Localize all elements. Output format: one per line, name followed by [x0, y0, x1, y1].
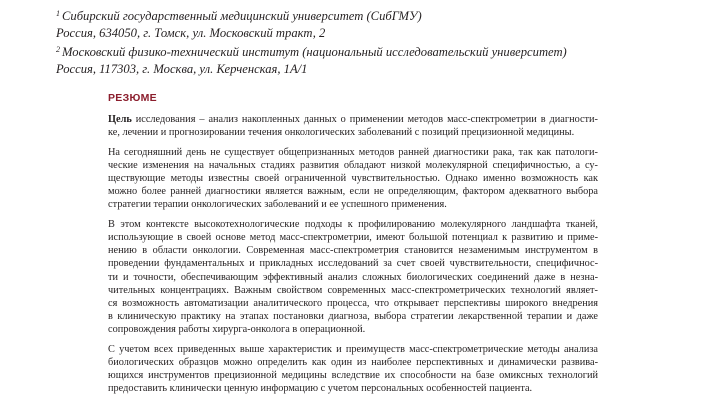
abstract-paragraph-4 — [108, 343, 598, 396]
abstract-line: проведении фундаментальных и прикладных исследований за счет своей чувствительности, специфичнос- — [108, 258, 598, 270]
abstract-line: чительных концентрациях. Важным свойством современных масс-спектрометрических технологий являет- — [108, 284, 598, 296]
affiliation-2-address: Россия, 117303, г. Москва, ул. Керченская, 1А/1 — [56, 62, 308, 76]
abstract-paragraph-aim — [108, 113, 598, 139]
abstract-line: предоставить клинически ценную информацию с учетом персональных особенностей пациента. — [108, 383, 533, 395]
abstract-line: в клиническую практику на этапах постановки диагноза, выбора стратегии лекарственной терапии и даже — [108, 311, 598, 323]
abstract-paragraph-2 — [108, 146, 598, 212]
abstract-line: С учетом всех приведенных выше характеристик и преимуществ масс-спектрометрические методы анализа — [108, 343, 598, 355]
abstract-line: биологических образцов можно определить как один из наиболее перспективных и динамически развива- — [108, 357, 598, 369]
affiliation-1-name: $^1$ Сибирский государственный медицинский университет (СибГМУ) — [56, 9, 422, 23]
abstract-line: В этом контексте высокотехнологические подходы к профилированию молекулярного ландшафта тканей, — [108, 218, 598, 230]
abstract-line: ществующие методы известны своей ограниченной чувствительностью. Однако именно возможность как — [108, 173, 598, 184]
abstract-line: ческие изменения на начальных стадиях развития обладают низкой молекулярной специфичностью, а су- — [108, 159, 598, 171]
aim-label: Цель — [108, 114, 132, 125]
abstract-line: ке, лечении и прогнозировании течения онкологических заболеваний с позиций прецизионной медицины. — [108, 127, 575, 139]
affiliation-2-name: $^2$ Московский физико-технический институт (национальный исследовательский университет) — [56, 45, 567, 59]
abstract-body — [108, 113, 598, 402]
affiliation-2-marker: 2 — [56, 45, 60, 54]
affiliation-1-marker: 1 — [56, 9, 60, 18]
abstract-paragraph-3 — [108, 218, 598, 337]
abstract-line: ти и точности, обеспечивающим эффективный анализ сложных биологических соединений даже в незна- — [108, 271, 598, 283]
affiliation-2 — [56, 41, 696, 78]
abstract-line: использующие в своей основе метод масс-спектрометрии, имеют большой потенциал к развитию и приме- — [108, 232, 598, 243]
abstract-line: нению в области онкологии. Современная масс-спектрометрия становится незаменимым инструментом в — [108, 245, 598, 257]
abstract-line: ся возможность автоматизации аналитического процесса, что открывает перспективы широкого внедрения — [108, 298, 598, 310]
abstract-line: исследования – анализ накопленных данных о применении методов масс-спектрометрии в диагности- — [135, 114, 598, 125]
abstract-line: сопровождения работы хирурга-онколога в операционной. — [108, 324, 366, 336]
abstract-line: стратегии терапии онкологических заболеваний и ее успешного применения. — [108, 199, 447, 211]
abstract-heading: РЕЗЮМЕ — [108, 92, 157, 104]
affiliation-1-address: Россия, 634050, г. Томск, ул. Московский тракт, 2 — [56, 26, 326, 40]
abstract-line: На сегодняшний день не существует общепризнанных методов ранней диагностики рака, так как патологи- — [108, 146, 598, 158]
abstract-line: ющихся инструментов прецизионной медицины вследствие их способности на базе омиксных технологий — [108, 370, 598, 382]
affiliation-1 — [56, 5, 696, 42]
abstract-line: можно более ранней диагностики является важным, если не определяющим, фактором адекватного выбора — [108, 186, 598, 198]
